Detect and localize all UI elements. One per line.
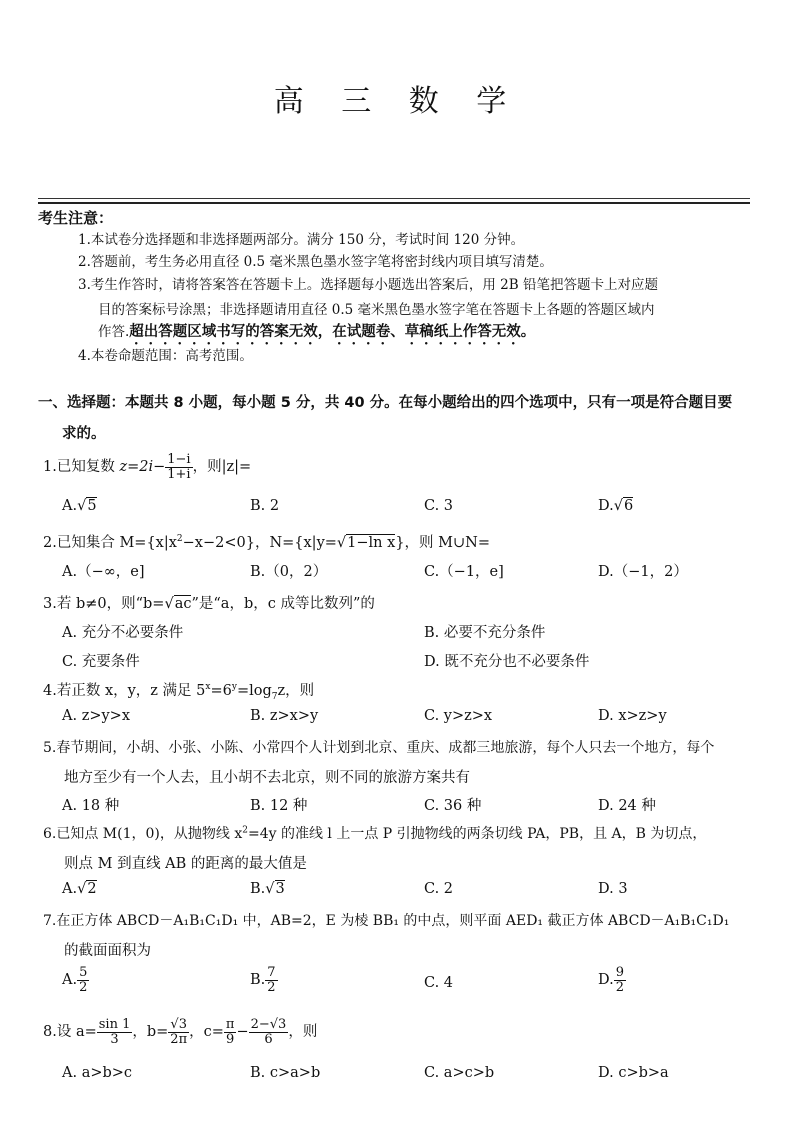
notice-emphasis: 超出答题区域书写的答案无效，在试题卷、草稿纸上作答无效。 bbox=[129, 324, 536, 340]
q2-option-d[interactable]: D.（−1，2） bbox=[598, 564, 688, 580]
notice-item-2: 2.答题前，考生务必用直径 0.5 毫米黑色墨水签字笔将密封线内项目填写清楚。 bbox=[78, 254, 553, 270]
question-8: 8.设 a= $\frac{\sin 1}{3}$ ，b= $\frac{√3}{2\pi}$ ，c= $\frac{\pi}{9}$ − $\frac{2-√3}{6}$ ，则 bbox=[43, 1017, 318, 1047]
q6-option-d[interactable]: D. 3 bbox=[598, 881, 628, 897]
q7-option-a[interactable]: A. $\frac{5}{2}$ bbox=[62, 965, 88, 995]
section-heading-cont: 求的。 bbox=[62, 426, 106, 442]
question-5: 5.春节期间，小胡、小张、小陈、小常四个人计划到北京、重庆、成都三地旅游，每个人只去一个地方，每个 bbox=[43, 740, 715, 756]
q4-option-a[interactable]: A. z>y>x bbox=[62, 708, 130, 724]
notice-item-1: 1.本试卷分选择题和非选择题两部分。满分 150 分，考试时间 120 分钟。 bbox=[78, 232, 525, 248]
q3-option-a[interactable]: A. 充分不必要条件 bbox=[62, 625, 184, 641]
q8-option-c[interactable]: C. a>c>b bbox=[424, 1065, 495, 1081]
question-1: 1.已知复数 z=2i− $\frac{1-i}{1+i}$ ，则|z|= bbox=[43, 452, 252, 482]
divider bbox=[38, 202, 750, 204]
q4-option-d[interactable]: D. x>z>y bbox=[598, 708, 667, 724]
page-title: 高 三 数 学 bbox=[273, 84, 521, 119]
q4-option-c[interactable]: C. y>z>x bbox=[424, 708, 493, 724]
q3-option-c[interactable]: C. 充要条件 bbox=[62, 654, 140, 670]
notice-prefix: 作答. bbox=[98, 324, 130, 340]
question-2: 2.已知集合 $M=\{x|x^2-x-2<0\}$，N={x|y=√1−ln x}，则 M∪N= bbox=[43, 534, 490, 551]
question-3: 3.若 b≠0，则“b=√ac”是“a，b，c 成等比数列”的 bbox=[43, 596, 375, 612]
question-7: 7.在正方体 ABCD－A₁B₁C₁D₁ 中，AB=2，E 为棱 BB₁ 的中点，则平面 AED₁ 截正方体 ABCD－A₁B₁C₁D₁ bbox=[43, 913, 730, 929]
q8-option-d[interactable]: D. c>b>a bbox=[598, 1065, 669, 1081]
section-heading: 一、选择题：本题共 8 小题，每小题 5 分，共 40 分。在每小题给出的四个选项中，只有一项是符合题目要 bbox=[38, 395, 733, 411]
divider bbox=[38, 198, 750, 199]
notice-heading: 考生注意： bbox=[38, 209, 114, 227]
q3-option-d[interactable]: D. 既不充分也不必要条件 bbox=[424, 654, 590, 670]
q1-option-a[interactable]: A.√5 bbox=[62, 498, 97, 514]
q2-option-c[interactable]: C.（−1，e] bbox=[424, 564, 504, 580]
q1-option-b[interactable]: B. 2 bbox=[250, 498, 280, 514]
question-4: 4.若正数 x，y，z 满足 $5^x=6^y=\log_7z$，则 bbox=[43, 682, 315, 702]
q2-option-a[interactable]: A.（−∞，e] bbox=[62, 564, 145, 580]
question-6-cont: 则点 M 到直线 AB 的距离的最大值是 bbox=[64, 856, 307, 872]
notice-item-3-line2: 目的答案标号涂黑；非选择题请用直径 0.5 毫米黑色墨水签字笔在答题卡上各题的答题区域内 bbox=[98, 302, 655, 318]
q1-option-d[interactable]: D.√6 bbox=[598, 498, 634, 514]
notice-item-4: 4.本卷命题范围：高考范围。 bbox=[78, 348, 253, 364]
q6-option-c[interactable]: C. 2 bbox=[424, 881, 454, 897]
notice-item-3: 3.考生作答时，请将答案答在答题卡上。选择题每小题选出答案后，用 2B 铅笔把答题卡上对应题 bbox=[78, 277, 658, 293]
q5-option-c[interactable]: C. 36 种 bbox=[424, 798, 482, 814]
q7-option-b[interactable]: B. $\frac{7}{2}$ bbox=[250, 965, 276, 995]
q5-option-a[interactable]: A. 18 种 bbox=[62, 798, 120, 814]
q6-option-a[interactable]: A.√2 bbox=[62, 881, 97, 897]
q7-option-c[interactable]: C. 4 bbox=[424, 975, 454, 991]
question-6: 6.已知点 M(1，0)，从抛物线 $x^2=4y$ 的准线 l 上一点 P 引抛物线的两条切线 PA，PB，且 A，B 为切点， bbox=[43, 825, 707, 842]
q5-option-d[interactable]: D. 24 种 bbox=[598, 798, 656, 814]
q3-option-b[interactable]: B. 必要不充分条件 bbox=[424, 625, 546, 641]
q5-option-b[interactable]: B. 12 种 bbox=[250, 798, 308, 814]
q8-option-a[interactable]: A. a>b>c bbox=[62, 1065, 133, 1081]
q4-option-b[interactable]: B. z>x>y bbox=[250, 708, 319, 724]
q6-option-b[interactable]: B.√3 bbox=[250, 881, 285, 897]
q2-option-b[interactable]: B.（0，2） bbox=[250, 564, 328, 580]
question-7-cont: 的截面面积为 bbox=[64, 943, 151, 959]
question-5-cont: 地方至少有一个人去，且小胡不去北京，则不同的旅游方案共有 bbox=[64, 770, 470, 786]
q7-option-d[interactable]: D. $\frac{9}{2}$ bbox=[598, 965, 624, 995]
notice-item-3-line3 bbox=[98, 320, 535, 348]
q8-option-b[interactable]: B. c>a>b bbox=[250, 1065, 321, 1081]
q1-option-c[interactable]: C. 3 bbox=[424, 498, 454, 514]
